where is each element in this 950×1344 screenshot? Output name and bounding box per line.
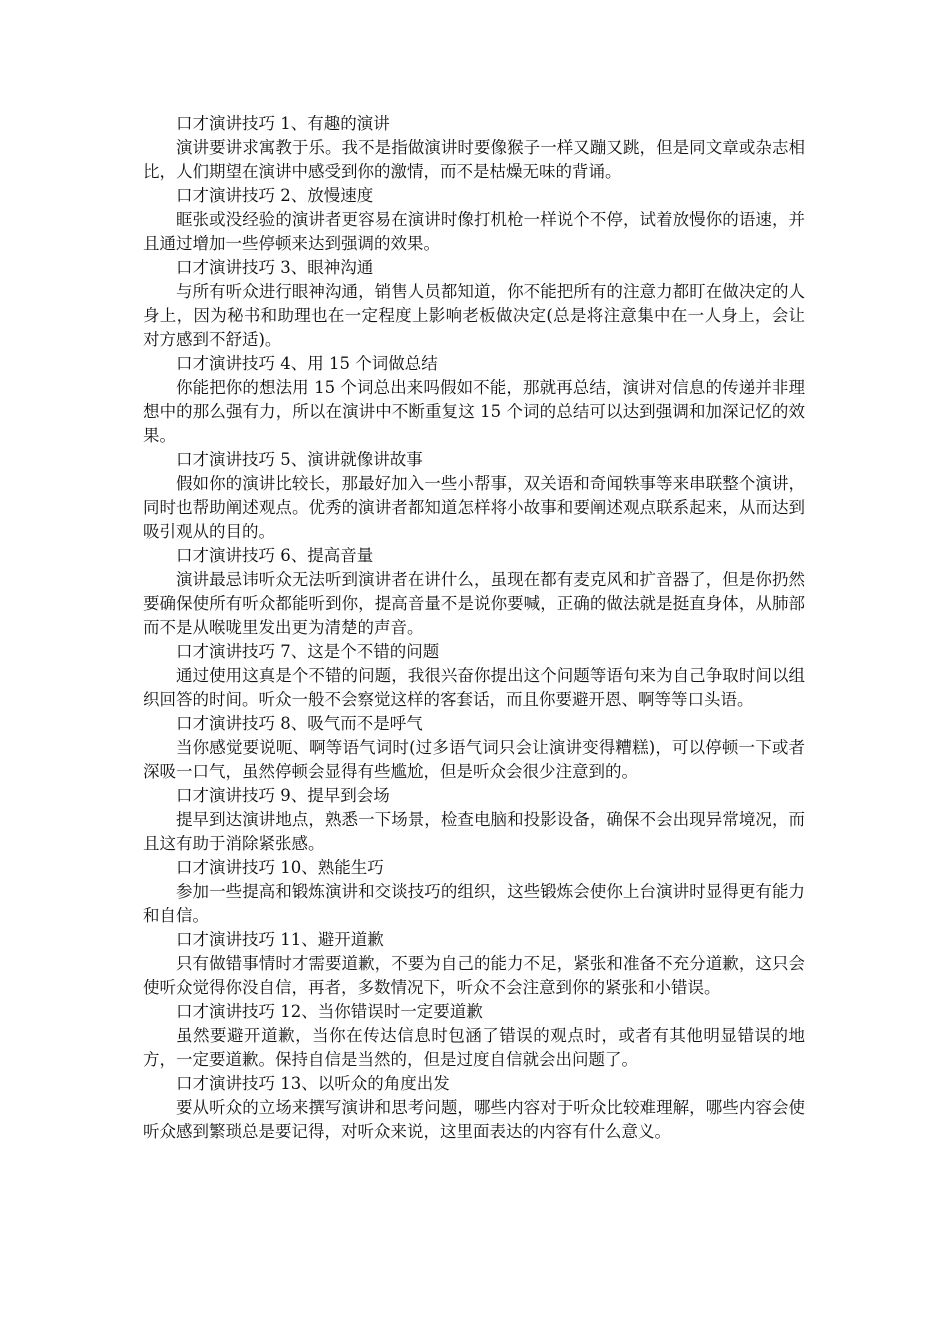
- section-body-3: 与所有听众进行眼神沟通，销售人员都知道，你不能把所有的注意力都盯在做决定的人身上，因为秘书和助理也在一定程度上影响老板做决定(总是将注意集中在一人身上，会让对方感到不舒适)。: [143, 282, 805, 349]
- section-body-4: 你能把你的想法用 15 个词总出来吗假如不能，那就再总结，演讲对信息的传递并非理想中的那么强有力，所以在演讲中不断重复这 15 个词的总结可以达到强调和加深记忆的效果。: [143, 378, 805, 445]
- section-body-7: 通过使用这真是个不错的问题，我很兴奋你提出这个问题等语句来为自己争取时间以组织回答的时间。听众一般不会察觉这样的客套话，而且你要避开恩、啊等等口头语。: [143, 666, 805, 709]
- section-heading-4: 口才演讲技巧 4、用 15 个词做总结: [176, 354, 438, 373]
- section-heading-12: 口才演讲技巧 12、当你错误时一定要道歉: [176, 1002, 483, 1021]
- section-heading-7: 口才演讲技巧 7、这是个不错的问题: [176, 642, 440, 661]
- section-heading-5: 口才演讲技巧 5、演讲就像讲故事: [176, 450, 423, 469]
- section-heading-3: 口才演讲技巧 3、眼神沟通: [176, 258, 374, 277]
- section-body-10: 参加一些提高和锻炼演讲和交谈技巧的组织，这些锻炼会使你上台演讲时显得更有能力和自信。: [143, 882, 805, 925]
- document-page: [143, 112, 805, 1144]
- section-heading-13: 口才演讲技巧 13、以听众的角度出发: [176, 1074, 450, 1093]
- section-body-5: 假如你的演讲比较长，那最好加入一些小帮事，双关语和奇闻轶事等来串联整个演讲，同时也帮助阐述观点。优秀的演讲者都知道怎样将小故事和要阐述观点联系起来，从而达到吸引观从的目的。: [143, 474, 805, 541]
- section-heading-9: 口才演讲技巧 9、提早到会场: [176, 786, 390, 805]
- section-body-11: 只有做错事情时才需要道歉，不要为自己的能力不足，紧张和准备不充分道歉，这只会使听众觉得你没自信，再者，多数情况下，听众不会注意到你的紧张和小错误。: [143, 954, 805, 997]
- section-heading-10: 口才演讲技巧 10、熟能生巧: [176, 858, 384, 877]
- section-heading-8: 口才演讲技巧 8、吸气而不是呼气: [176, 714, 423, 733]
- section-heading-1: 口才演讲技巧 1、有趣的演讲: [176, 114, 390, 133]
- section-body-13: 要从听众的立场来撰写演讲和思考问题，哪些内容对于听众比较难理解，哪些内容会使听众感到繁琐总是要记得，对听众来说，这里面表达的内容有什么意义。: [143, 1098, 805, 1141]
- section-body-12: 虽然要避开道歉，当你在传达信息时包涵了错误的观点时，或者有其他明显错误的地方，一定要道歉。保持自信是当然的，但是过度自信就会出问题了。: [143, 1026, 805, 1069]
- section-body-8: 当你感觉要说呃、啊等语气词时(过多语气词只会让演讲变得糟糕)，可以停顿一下或者深吸一口气，虽然停顿会显得有些尴尬，但是听众会很少注意到的。: [143, 738, 805, 781]
- section-heading-2: 口才演讲技巧 2、放慢速度: [176, 186, 374, 205]
- section-heading-11: 口才演讲技巧 11、避开道歉: [176, 930, 384, 949]
- section-body-1: 演讲要讲求寓教于乐。我不是指做演讲时要像猴子一样又蹦又跳，但是同文章或杂志相比，人们期望在演讲中感受到你的激情，而不是枯燥无味的背诵。: [143, 138, 805, 181]
- section-body-6: 演讲最忌讳听众无法听到演讲者在讲什么，虽现在都有麦克风和扩音器了，但是你扔然要确保使所有听众都能听到你，提高音量不是说你要喊，正确的做法就是挺直身体，从肺部而不是从喉咙里发出更为清楚的声音。: [143, 570, 805, 637]
- section-body-9: 提早到达演讲地点，熟悉一下场景，检查电脑和投影设备，确保不会出现异常境况，而且这有助于消除紧张感。: [143, 810, 805, 853]
- section-heading-6: 口才演讲技巧 6、提高音量: [176, 546, 374, 565]
- section-body-2: 眶张或没经验的演讲者更容易在演讲时像打机枪一样说个不停，试着放慢你的语速，并且通过增加一些停顿来达到强调的效果。: [143, 210, 805, 253]
